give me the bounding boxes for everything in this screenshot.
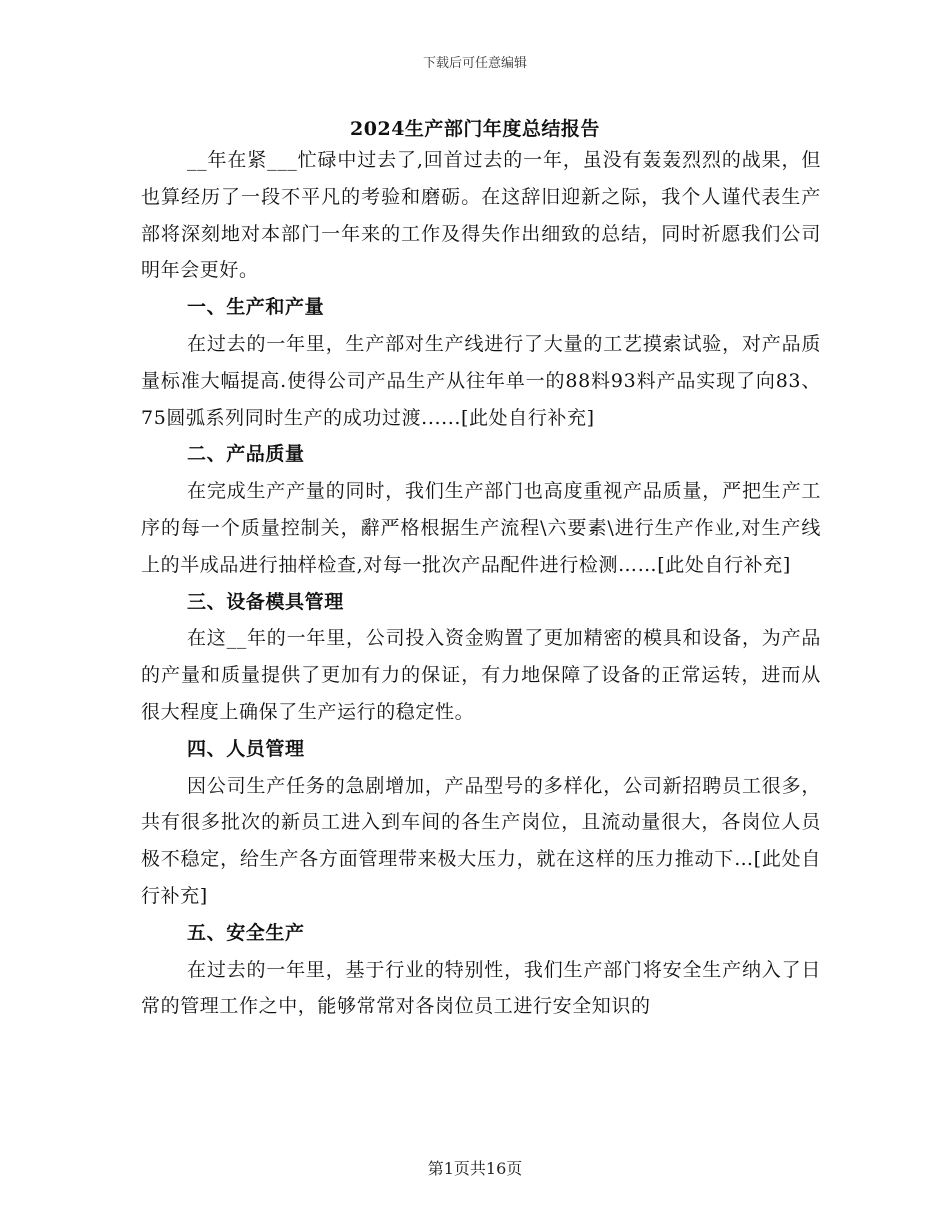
section-body-production: 在过去的一年里，生产部对生产线进行了大量的工艺摸索试验，对产品质量标准大幅提高.使得公司产品生产从往年单一的88料93料产品实现了向83、75圆弧系列同时生产的成功过渡......[此处自行补充] [141,332,821,429]
section-heading-equipment: 三、设备模具管理 [187,590,344,613]
section-body-safety: 在过去的一年里，基于行业的特别性，我们生产部门将安全生产纳入了日常的管理工作之中，能够常常对各岗位员工进行安全知识的 [141,958,821,1018]
intro-paragraph: __年在紧___忙碌中过去了,回首过去的一年，虽没有轰轰烈烈的战果，但也算经历了一段不平凡的考验和磨砺。在这辞旧迎新之际，我个人谨代表生产部将深刻地对本部门一年来的工作及得失作出细致的总结，同时祈愿我们公司明年会更好。 [141,149,821,282]
document-body [141,142,821,1025]
section-heading-quality: 二、产品质量 [187,443,305,466]
section-body-quality: 在完成生产产量的同时，我们生产部门也高度重视产品质量，严把生产工序的每一个质量控制关，辭严格根据生产流程\六要素\进行生产作业,对生产线上的半成品进行抽样检查,对每一批次产品配件进行检测……[此处自行补充] [141,480,821,576]
page-number: 第1页共16页 [427,1159,523,1178]
section-heading-personnel: 四、人员管理 [187,737,305,760]
header-note: 下载后可任意编辑 [422,56,527,71]
section-body-equipment: 在这__年的一年里，公司投入资金购置了更加精密的模具和设备，为产品的产量和质量提供了更加有力的保证，有力地保障了设备的正常运转，进而从很大程度上确保了生产运行的稳定性。 [141,627,821,723]
page-title: 2024生产部门年度总结报告 [350,118,600,140]
section-heading-safety: 五、安全生产 [187,921,305,944]
section-heading-production: 一、生产和产量 [187,296,325,319]
section-body-personnel: 因公司生产任务的急剧增加，产品型号的多样化，公司新招聘员工很多，共有很多批次的新员工进入到车间的各生产岗位，且流动量很大，各岗位人员极不稳定，给生产各方面管理带来极大压力，就在这样的压力推动下…[此处自行补充] [141,774,821,907]
